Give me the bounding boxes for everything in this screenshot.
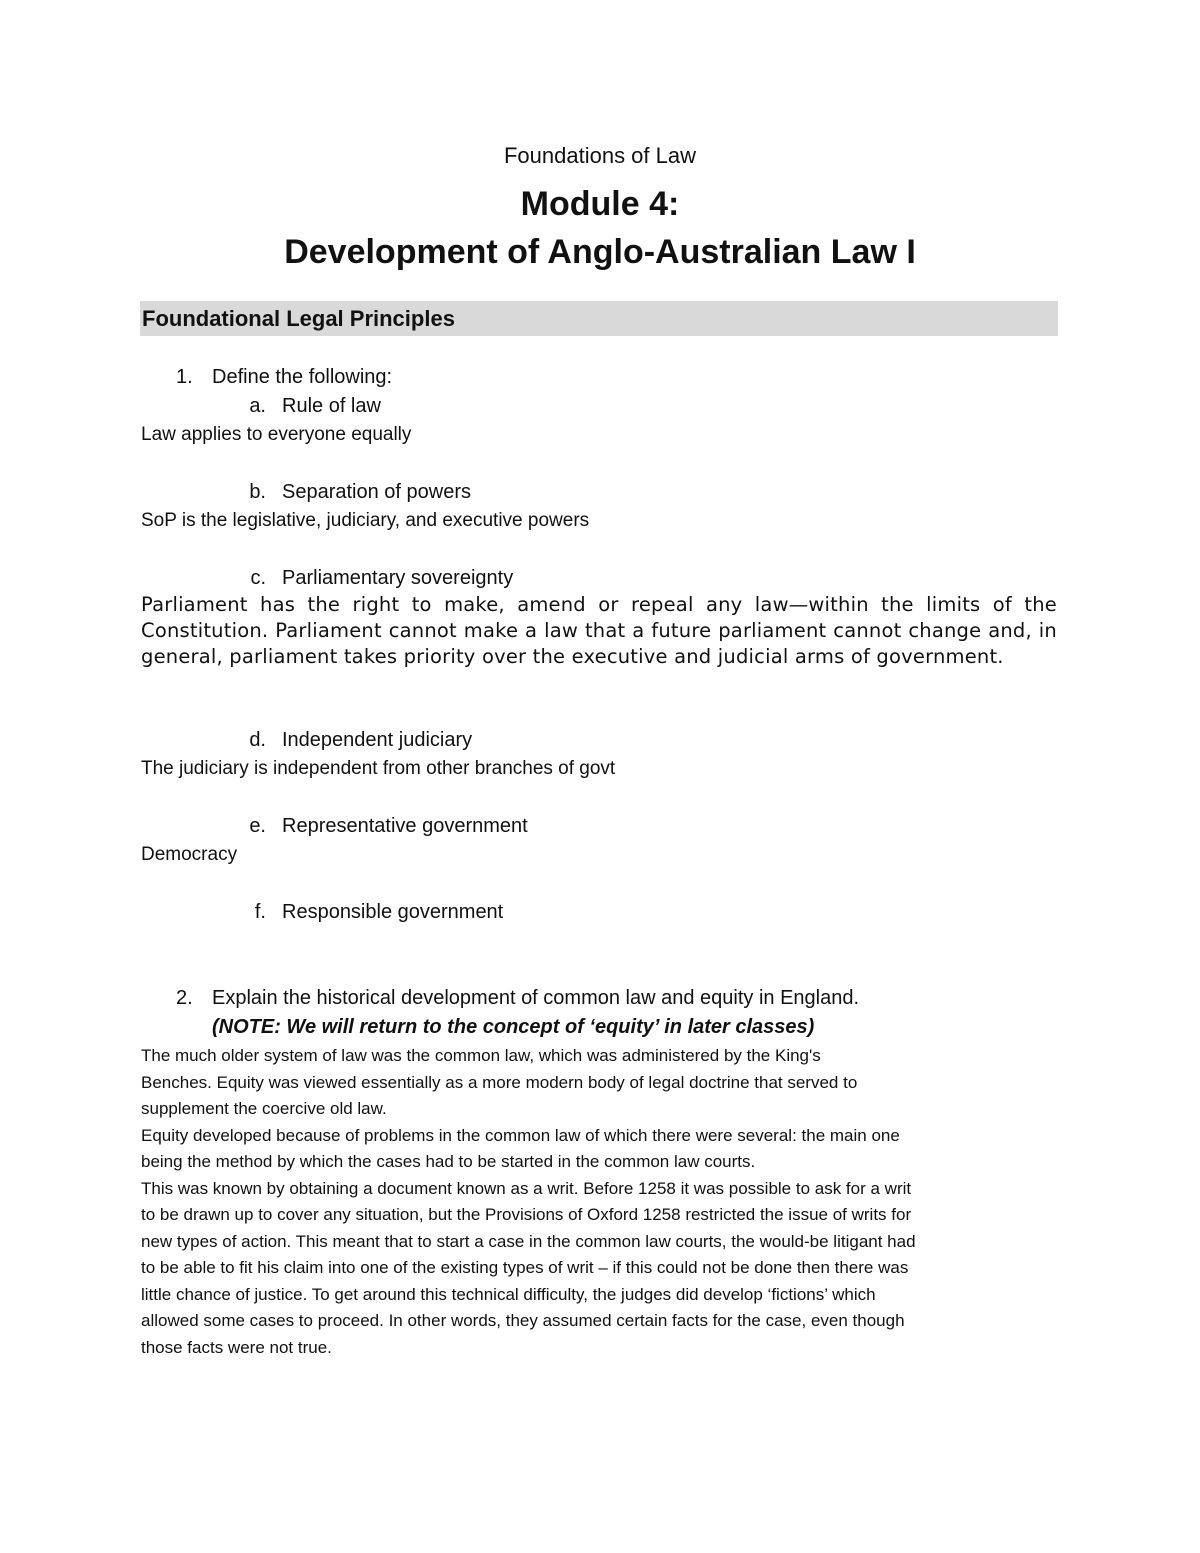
item-term: Rule of law xyxy=(282,395,381,417)
item-answer: Law applies to everyone equally xyxy=(141,424,412,445)
answer-line: those facts were not true. xyxy=(141,1337,332,1357)
answer-paragraph xyxy=(141,1043,1061,1361)
answer-line: Benches. Equity was viewed essentially as a more modern body of legal doctrine that served to xyxy=(141,1072,858,1092)
answer-line: to be able to fit his claim into one of the existing types of writ – if this could not be done then there was xyxy=(141,1258,909,1277)
item-term: Parliamentary sovereignty xyxy=(282,567,514,589)
item-label: b. xyxy=(249,481,266,503)
item-answer: SoP is the legislative, judiciary, and executive powers xyxy=(141,510,590,531)
answer-line: little chance of justice. To get around this technical difficulty, the judges did develop ‘fictions’ which xyxy=(141,1284,876,1304)
answer-line: being the method by which the cases had to be started in the common law courts. xyxy=(141,1152,756,1171)
answer-line: to be drawn up to cover any situation, but the Provisions of Oxford 1258 restricted the issue of writs for xyxy=(141,1205,912,1224)
course-title: Foundations of Law xyxy=(503,143,697,168)
item-term: Responsible government xyxy=(282,901,504,923)
item-term: Representative government xyxy=(282,815,528,837)
module-title: Module 4: xyxy=(520,185,680,223)
item-label: e. xyxy=(249,815,266,837)
answer-line: The much older system of law was the common law, which was administered by the King's xyxy=(141,1046,821,1065)
item-term: Independent judiciary xyxy=(282,729,473,751)
item-answer: The judiciary is independent from other branches of govt xyxy=(141,758,616,779)
question-number: 1. xyxy=(176,366,193,388)
answer-line: allowed some cases to proceed. In other words, they assumed certain facts for the case, even though xyxy=(141,1311,905,1330)
module-subtitle: Development of Anglo-Australian Law I xyxy=(284,233,916,271)
answer-line: new types of action. This meant that to start a case in the common law courts, the would-be litigant had xyxy=(141,1231,916,1251)
item-label: d. xyxy=(249,729,266,751)
item-label: f. xyxy=(254,901,266,923)
item-answer: Parliament has the right to make, amend or repeal any law—within the limits of the Constitution. Parliament cannot make a law that a future parliament cannot change and, in general, parliament takes priority over the executive and judicial arms of government. xyxy=(141,593,1057,668)
section-heading: Foundational Legal Principles xyxy=(142,306,455,331)
question-prompt: Define the following: xyxy=(212,366,393,388)
item-label: c. xyxy=(250,567,266,589)
item-label: a. xyxy=(249,395,266,417)
item-term: Separation of powers xyxy=(282,481,472,503)
item-answer: Democracy xyxy=(141,844,238,865)
answer-line: supplement the coercive old law. xyxy=(141,1099,387,1118)
question-prompt: Explain the historical development of common law and equity in England. xyxy=(212,987,860,1009)
answer-line: Equity developed because of problems in the common law of which there were several: the main one xyxy=(141,1125,900,1145)
question-number: 2. xyxy=(176,987,193,1009)
answer-line: This was known by obtaining a document known as a writ. Before 1258 it was possible to ask for a writ xyxy=(141,1178,912,1198)
question-note: (NOTE: We will return to the concept of ‘equity’ in later classes) xyxy=(212,1016,815,1038)
